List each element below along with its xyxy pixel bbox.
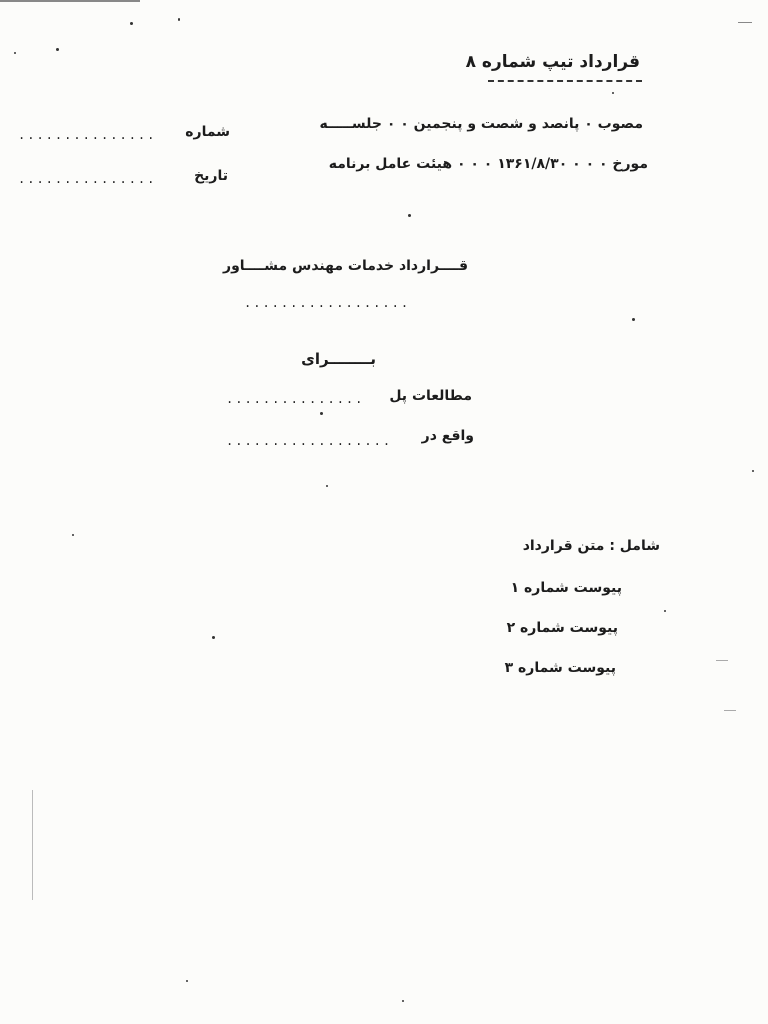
approval-date-line: مورخ ۰ ۰ ۰ ۱۳۶۱/۸/۳۰ ۰ ۰ ۰ هیئت عامل برنامه xyxy=(328,156,648,172)
approval-line: مصوب ۰ پانصد و شصت و پنجمین ۰ ۰ جلســـــه xyxy=(319,116,643,132)
located-dots: .................. xyxy=(226,434,393,448)
for-label: بــــــــرای xyxy=(301,350,376,368)
scan-speck xyxy=(326,485,328,487)
annex-item-1: پیوست شماره ۱ xyxy=(510,580,622,596)
scan-speck xyxy=(408,214,411,217)
document-title: قرارداد تیپ شماره ۸ xyxy=(465,52,640,72)
includes-label: شامل : متن قرارداد xyxy=(522,538,660,554)
scan-right-mark xyxy=(724,710,736,711)
scan-speck xyxy=(14,52,16,54)
scan-speck xyxy=(752,470,754,472)
study-label: مطالعات پل xyxy=(389,388,472,404)
scan-left-edge xyxy=(32,790,33,900)
study-dots: ............... xyxy=(226,392,365,406)
scan-top-edge xyxy=(0,0,140,2)
scan-speck xyxy=(72,534,74,536)
scan-speck xyxy=(612,92,614,94)
scan-speck xyxy=(130,22,133,25)
scan-speck xyxy=(320,412,323,415)
located-label: واقع در xyxy=(421,428,474,444)
scan-right-mark xyxy=(716,660,728,661)
contract-type-heading: قــــرارداد خدمات مهندس مشــــاور xyxy=(223,258,468,274)
scan-speck xyxy=(178,18,180,21)
number-dots: ............... xyxy=(18,128,157,142)
date-dots: ............... xyxy=(18,172,157,186)
scan-speck xyxy=(212,636,215,639)
scan-speck xyxy=(186,980,188,982)
scan-speck xyxy=(664,610,666,612)
contract-dots: .................. xyxy=(244,296,411,310)
date-label: تاریخ xyxy=(194,168,228,184)
scan-speck xyxy=(56,48,59,51)
scan-speck xyxy=(632,318,635,321)
scan-speck xyxy=(402,1000,404,1002)
scan-right-mark xyxy=(738,22,752,23)
annex-item-3: پیوست شماره ۳ xyxy=(504,660,616,676)
annex-item-2: پیوست شماره ۲ xyxy=(506,620,618,636)
number-label: شماره xyxy=(185,124,230,140)
title-underline xyxy=(488,80,642,82)
